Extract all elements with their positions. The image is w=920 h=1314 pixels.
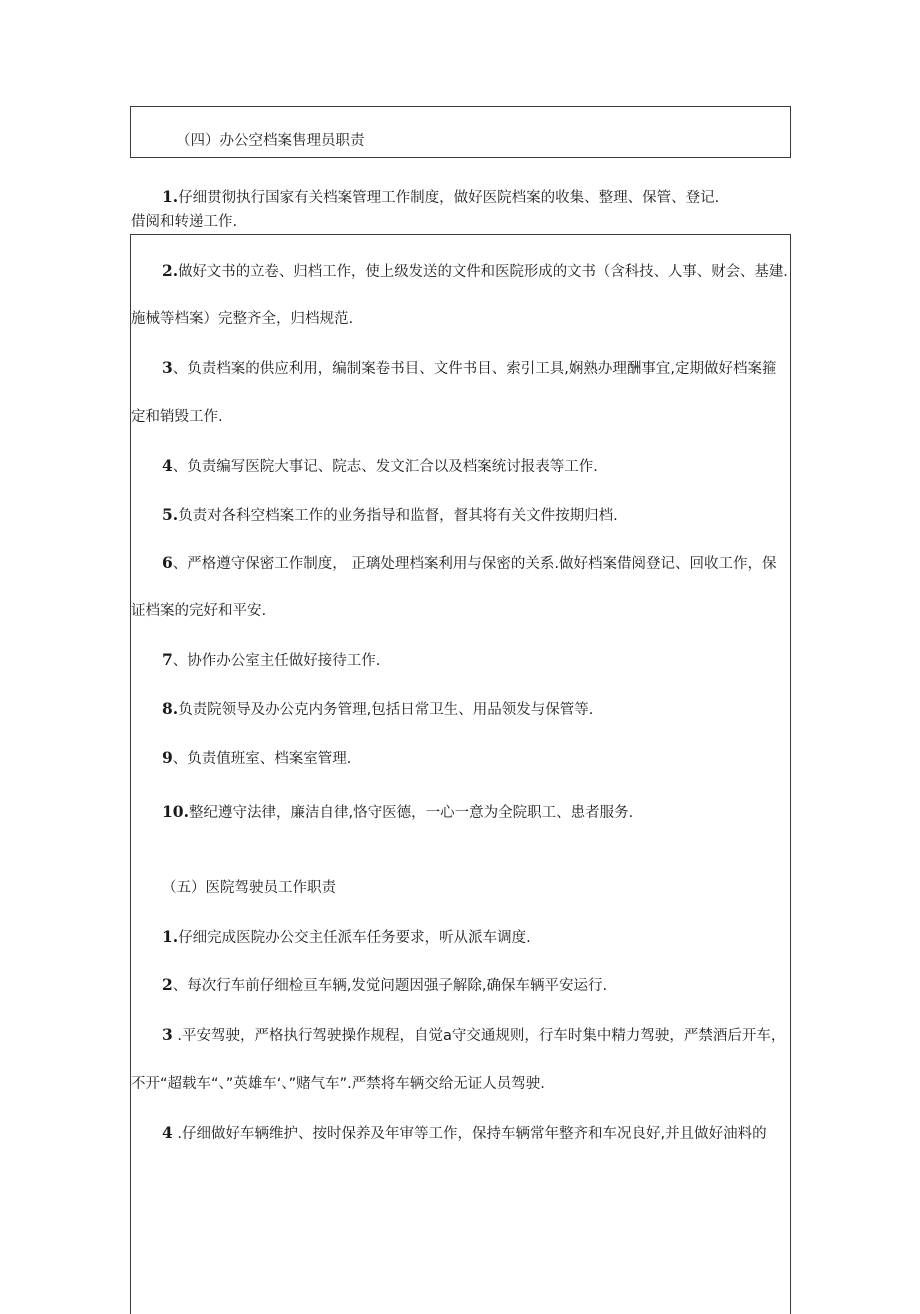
item-text: 整纪遵守法律，廉洁自律,恪守医德，一心一意为全院职工、患者服务. [188, 805, 634, 821]
item-number: 7 [162, 650, 173, 669]
item-number: 3 [162, 1025, 173, 1044]
item-text-continued: 不开“超载车“、”英雄车‘、”赌气车”.严禁将车辆交给无证人员驾驶. [131, 1076, 545, 1092]
item-number: 6 [162, 553, 173, 572]
item-number: 1. [162, 927, 179, 946]
section4-title: （四）办公空档案售理员职责 [176, 133, 365, 149]
list-item [162, 187, 719, 208]
item-text: .仔细做好车辆维护、按时保养及年审等工作，保持车辆常年整齐和车况良好,并且做好油料的 [172, 1126, 767, 1142]
item-text-continued: 定和销毁工作. [131, 409, 223, 425]
list-item [162, 1123, 767, 1144]
list-item [162, 505, 618, 526]
item-text: 、负责值班室、档案室管理. [172, 751, 352, 767]
item-text: 、每次行车前仔细检亘车辆,发觉问题因强子解除,确保车辆平安运行. [172, 978, 608, 994]
item-text: 、协作办公室主任做好接待工作. [172, 653, 381, 669]
item-number: 8. [162, 699, 179, 718]
list-item [162, 802, 633, 823]
list-item [162, 699, 593, 720]
list-item [162, 650, 380, 671]
list-item [162, 358, 777, 379]
item-number: 3 [162, 358, 173, 377]
list-item [162, 927, 531, 948]
section5-title: （五）医院驾驶员工作职责 [162, 880, 336, 896]
item-text: 、负责编写医院大事记、院志、发文汇合以及档案统讨报表等工作. [172, 459, 598, 475]
item-number: 10. [162, 802, 189, 821]
item-text-continued: 证档案的完好和平安. [131, 603, 267, 619]
item-number: 5. [162, 505, 179, 524]
item-number: 2 [162, 975, 173, 994]
item-text: 负责对各科空档案工作的业务指导和监督，督其将有关文件按期归档. [178, 508, 618, 524]
item-text-continued: 借阅和转递工作. [131, 214, 238, 230]
item-text: 仔细贯彻执行国家有关档案管理工作制度，做好医院档案的收集、整理、保管、登记. [178, 190, 720, 206]
content-frame [130, 234, 791, 1314]
item-text-continued: 施械等档案）完整齐全，归档规范. [131, 311, 354, 327]
item-text: 做好文书的立卷、归档工作，使上级发送的文件和医院形成的文书（含科技、人事、财会、基建. [178, 264, 788, 280]
item-text: .平安驾驶，严格执行驾驶操作规程，自觉a守交通规则，行车时集中精力驾驶，严禁酒后开车， [172, 1028, 786, 1044]
list-item [162, 975, 607, 996]
item-number: 9 [162, 748, 173, 767]
list-item [162, 1025, 785, 1046]
item-text: 仔细完成医院办公交主任派车任务要求，听从派车调度. [178, 930, 531, 946]
list-item [162, 553, 777, 574]
item-text: 负责院领导及办公克内务管理,包括日常卫生、用品领发与保管等. [178, 702, 594, 718]
item-number: 4 [162, 456, 173, 475]
item-number: 2. [162, 261, 179, 280]
list-item [162, 261, 788, 282]
item-number: 4 [162, 1123, 173, 1142]
item-text: 、严格遵守保密工作制度， 正璃处理档案利用与保密的关系.做好档案借阅登记、回收工作，保 [172, 556, 777, 572]
list-item [162, 456, 598, 477]
item-number: 1. [162, 187, 179, 206]
item-text: 、负责档案的供应利用，编制案卷书目、文件书目、索引工具,娴熟办理酬事宜,定期做好档案箍 [172, 361, 777, 377]
list-item [162, 748, 351, 769]
